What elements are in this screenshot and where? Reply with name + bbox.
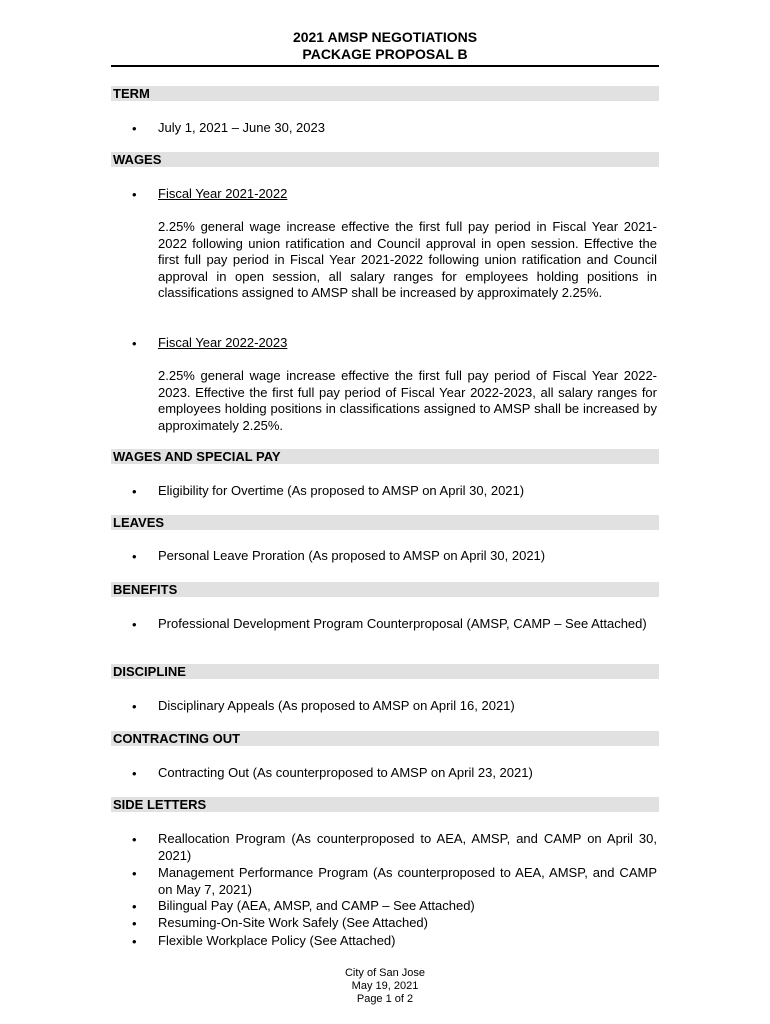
bullet: •: [132, 832, 137, 847]
footer-date: May 19, 2021: [351, 980, 419, 992]
side-letter-item: Reallocation Program (As counterproposed to AEA, AMSP, and CAMP on April 30, 2021): [158, 831, 657, 863]
side-letter-item: Resuming-On-Site Work Safely (See Attached): [158, 915, 428, 930]
document-title-line2: PACKAGE PROPOSAL B: [302, 46, 468, 62]
wages-special-item: Eligibility for Overtime (As proposed to AMSP on April 30, 2021): [158, 483, 525, 498]
bullet: •: [132, 549, 137, 564]
section-heading-term: TERM: [111, 86, 659, 101]
footer-page-number: Page 1 of 2: [356, 993, 414, 1005]
section-heading-wages: WAGES: [111, 152, 659, 167]
benefits-item: Professional Development Program Counterproposal (AMSP, CAMP – See Attached): [158, 616, 647, 631]
bullet: •: [132, 916, 137, 931]
side-letter-item: Flexible Workplace Policy (See Attached): [158, 933, 396, 948]
term-item: July 1, 2021 – June 30, 2023: [158, 120, 325, 135]
fiscal-year-2021-text: 2.25% general wage increase effective the first full pay period in Fiscal Year 2021-2022 following union ratification and Council approval in open session. Effective the first full pay period in Fiscal Year 2021-2022 following union ratification and Council approval in open session, all salary ranges for employees holding positions in classifications assigned to AMSP shall be increased by approximately 2.25%.: [158, 219, 657, 300]
fiscal-year-2022-heading: Fiscal Year 2022-2023: [158, 335, 288, 350]
section-heading-benefits: BENEFITS: [111, 582, 659, 597]
bullet: •: [132, 484, 137, 499]
document-title-line1: 2021 AMSP NEGOTIATIONS: [292, 29, 478, 45]
bullet: •: [132, 766, 137, 781]
section-heading-leaves: LEAVES: [111, 515, 659, 530]
bullet: •: [132, 699, 137, 714]
discipline-item: Disciplinary Appeals (As proposed to AMSP on April 16, 2021): [158, 698, 515, 713]
bullet: •: [132, 617, 137, 632]
contracting-item: Contracting Out (As counterproposed to AMSP on April 23, 2021): [158, 765, 533, 780]
fiscal-year-2022-text: 2.25% general wage increase effective the first full pay period of Fiscal Year 2022-2023. Effective the first full pay period of Fiscal Year 2022-2023, all salary ranges for employees holding positions in classifications assigned to AMSP shall be increased by approximately 2.25%.: [158, 368, 657, 433]
fiscal-year-2021-heading: Fiscal Year 2021-2022: [158, 186, 288, 201]
bullet: •: [132, 121, 137, 136]
side-letter-item: Management Performance Program (As counterproposed to AEA, AMSP, and CAMP on May 7, 2021): [158, 865, 657, 897]
section-heading-side-letters: SIDE LETTERS: [111, 797, 659, 812]
section-heading-wages-special-pay: WAGES AND SPECIAL PAY: [111, 449, 659, 464]
section-heading-discipline: DISCIPLINE: [111, 664, 659, 679]
title-divider: [111, 65, 659, 67]
section-heading-contracting-out: CONTRACTING OUT: [111, 731, 659, 746]
bullet: •: [132, 336, 137, 351]
bullet: •: [132, 866, 137, 881]
leaves-item: Personal Leave Proration (As proposed to AMSP on April 30, 2021): [158, 548, 546, 563]
bullet: •: [132, 899, 137, 914]
bullet: •: [132, 934, 137, 949]
bullet: •: [132, 187, 137, 202]
footer-organization: City of San Jose: [344, 967, 426, 979]
side-letter-item: Bilingual Pay (AEA, AMSP, and CAMP – See Attached): [158, 898, 475, 913]
